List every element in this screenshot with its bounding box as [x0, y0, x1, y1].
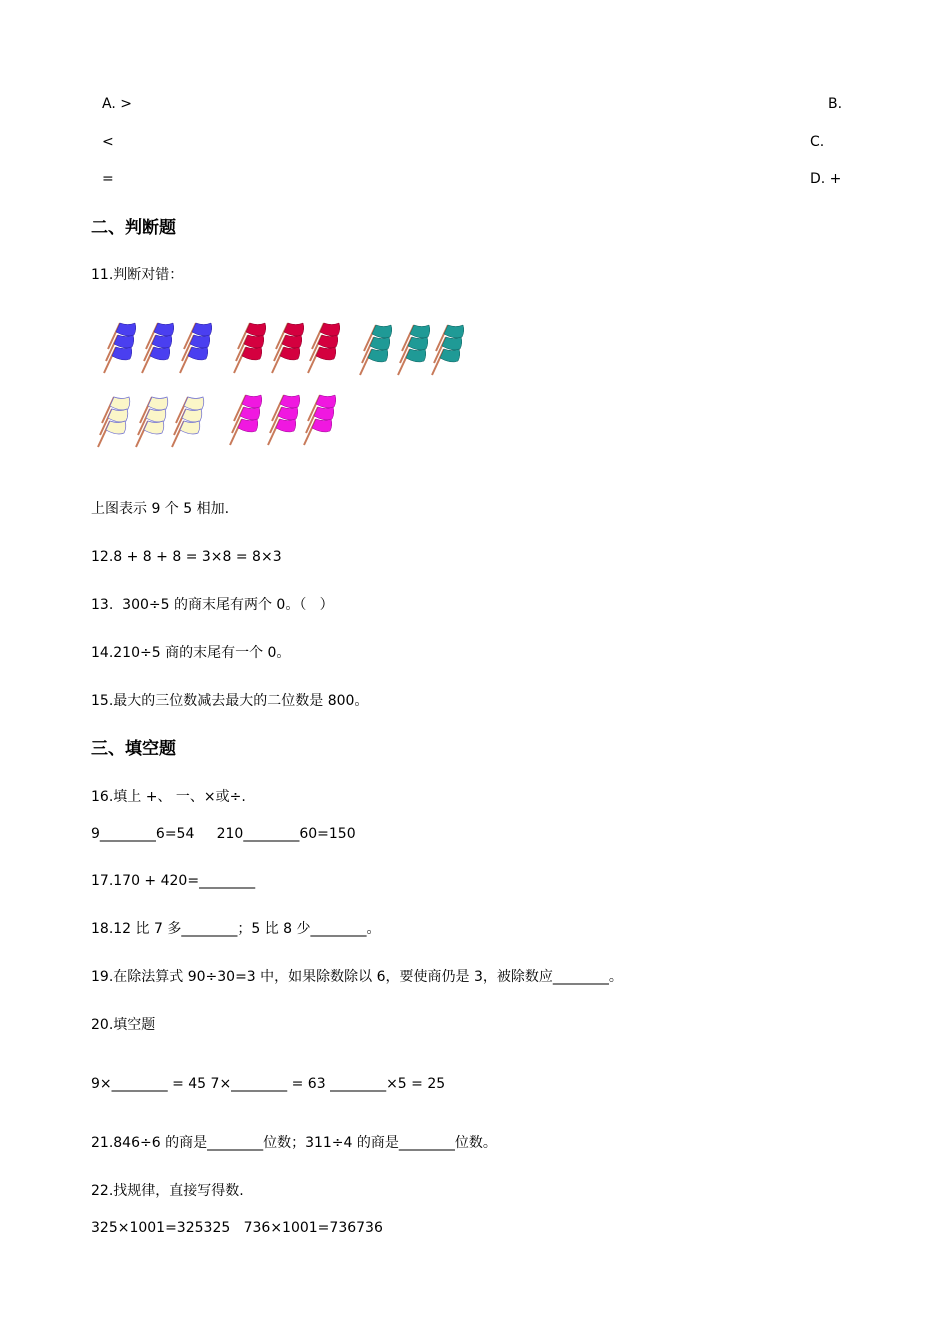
flag-group-blue	[104, 323, 212, 373]
question-22-line: 325×1001=325325 736×1001=736736	[91, 1220, 383, 1236]
question-17: 17.170 + 420=________	[91, 873, 256, 889]
question-12: 12.8 + 8 + 8 = 3×8 = 8×3	[91, 549, 282, 565]
question-11-statement: 上图表示 9 个 5 相加.	[91, 501, 230, 517]
question-15: 15.最大的三位数减去最大的二位数是 800。	[91, 693, 369, 709]
question-20-line: 9×________ = 45 7×________ = 63 ________×5 = 25	[91, 1076, 446, 1092]
option-c-label: C.	[810, 134, 825, 150]
flag-group-red	[234, 323, 340, 373]
section-title-fill-in: 三、填空题	[91, 739, 176, 759]
section-title-judgement: 二、判断题	[91, 218, 176, 238]
question-20: 20.填空题	[91, 1017, 156, 1033]
question-19: 19.在除法算式 90÷30=3 中，如果除数除以 6，要使商仍是 3，被除数应________。	[91, 969, 623, 985]
option-b-label: B.	[828, 96, 843, 112]
question-18: 18.12 比 7 多________；5 比 8 少________。	[91, 921, 381, 937]
flag-group-teal	[360, 325, 464, 375]
question-14: 14.210÷5 商的末尾有一个 0。	[91, 645, 291, 661]
question-11: 11.判断对错：	[91, 267, 184, 283]
question-13: 13. 300÷5 的商末尾有两个 0。（ ）	[91, 597, 334, 613]
flags-figure	[90, 315, 480, 460]
option-b-symbol: <	[102, 134, 114, 150]
question-16-line: 9________6=54 210________60=150	[91, 826, 356, 842]
flag-group-magenta	[230, 395, 336, 445]
flag-group-cream	[98, 397, 204, 447]
option-d: D. +	[810, 171, 842, 187]
option-a: A. >	[102, 96, 132, 112]
option-c-symbol: =	[102, 171, 114, 187]
question-21: 21.846÷6 的商是________位数；311÷4 的商是________位数。	[91, 1135, 497, 1151]
question-16: 16.填上 +、 一、×或÷.	[91, 789, 246, 805]
question-22: 22.找规律，直接写得数.	[91, 1183, 244, 1199]
